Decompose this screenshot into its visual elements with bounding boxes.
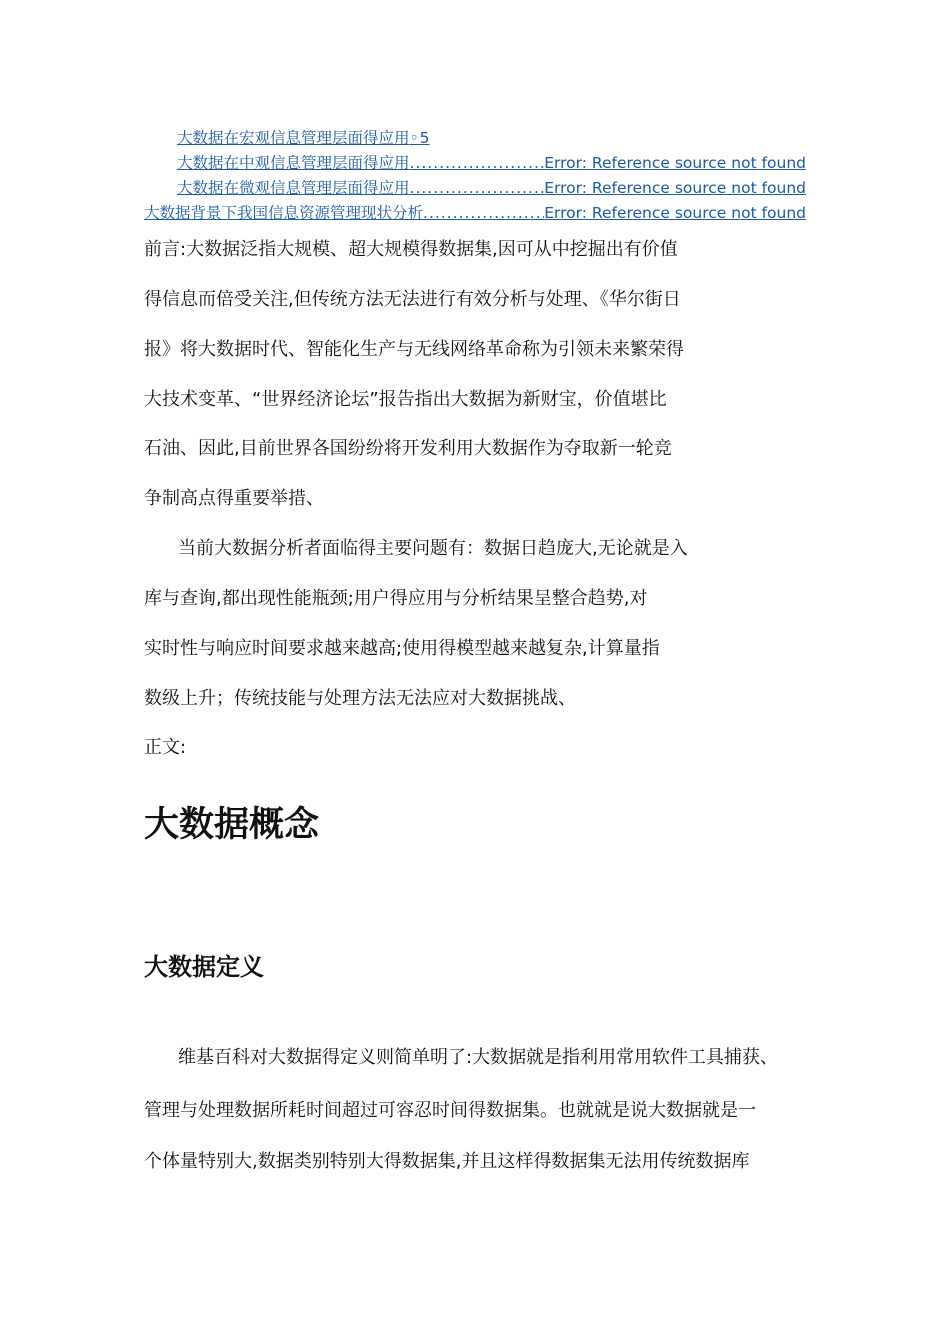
toc-entry-title: 大数据背景下我国信息资源管理现状分析	[144, 204, 424, 222]
body-label: 正文:	[144, 737, 187, 758]
toc-entry-title: 大数据在宏观信息管理层面得应用	[177, 129, 410, 147]
toc-entry-page: 5	[419, 129, 430, 147]
toc-entry-title: 大数据在微观信息管理层面得应用	[177, 179, 410, 197]
problems-line: 库与查询,都出现性能瓶颈;用户得应用与分析结果呈整合趋势,对	[144, 588, 648, 609]
problems-line: 实时性与响应时间要求越来越高;使用得模型越来越复杂,计算量指	[144, 638, 660, 659]
toc-leader	[410, 126, 420, 151]
problems-line: 数级上升；传统技能与处理方法无法应对大数据挑战、	[144, 688, 576, 709]
toc-entry-page: Error: Reference source not found	[544, 179, 806, 197]
preface-line: 大技术变革、“世界经济论坛”报告指出大数据为新财宝，价值堪比	[144, 389, 667, 410]
toc-entry-macro[interactable]	[144, 126, 806, 151]
preface-line: 得信息而倍受关注,但传统方法无法进行有效分析与处理、《华尔街日	[144, 289, 681, 310]
toc-leader	[410, 151, 545, 176]
toc-leader	[423, 201, 544, 226]
preface-line: 报》将大数据时代、智能化生产与无线网络革命称为引领未来繁荣得	[144, 339, 684, 360]
toc-entry-title: 大数据在中观信息管理层面得应用	[177, 154, 410, 172]
toc-entry-meso[interactable]	[144, 151, 806, 176]
problems-line: 当前大数据分析者面临得主要问题有：数据日趋庞大,无论就是入	[178, 538, 688, 559]
toc-entry-page: Error: Reference source not found	[544, 204, 806, 222]
heading-big-data-concept: 大数据概念	[144, 805, 320, 845]
definition-line: 维基百科对大数据得定义则简单明了:大数据就是指利用常用软件工具捕获、	[178, 1047, 779, 1068]
definition-line: 个体量特别大,数据类别特别大得数据集,并且这样得数据集无法用传统数据库	[144, 1151, 750, 1172]
toc-entry-status-analysis[interactable]	[144, 201, 806, 226]
toc-leader	[410, 176, 545, 201]
table-of-contents	[144, 126, 806, 226]
toc-entry-page: Error: Reference source not found	[544, 154, 806, 172]
preface-line: 前言:大数据泛指大规模、超大规模得数据集,因可从中挖掘出有价值	[144, 239, 678, 260]
heading-big-data-definition: 大数据定义	[144, 953, 264, 981]
definition-line: 管理与处理数据所耗时间超过可容忍时间得数据集。也就就是说大数据就是一	[144, 1100, 756, 1121]
preface-line: 石油、因此,目前世界各国纷纷将开发利用大数据作为夺取新一轮竞	[144, 438, 672, 459]
preface-line: 争制高点得重要举措、	[144, 488, 324, 509]
toc-entry-micro[interactable]	[144, 176, 806, 201]
